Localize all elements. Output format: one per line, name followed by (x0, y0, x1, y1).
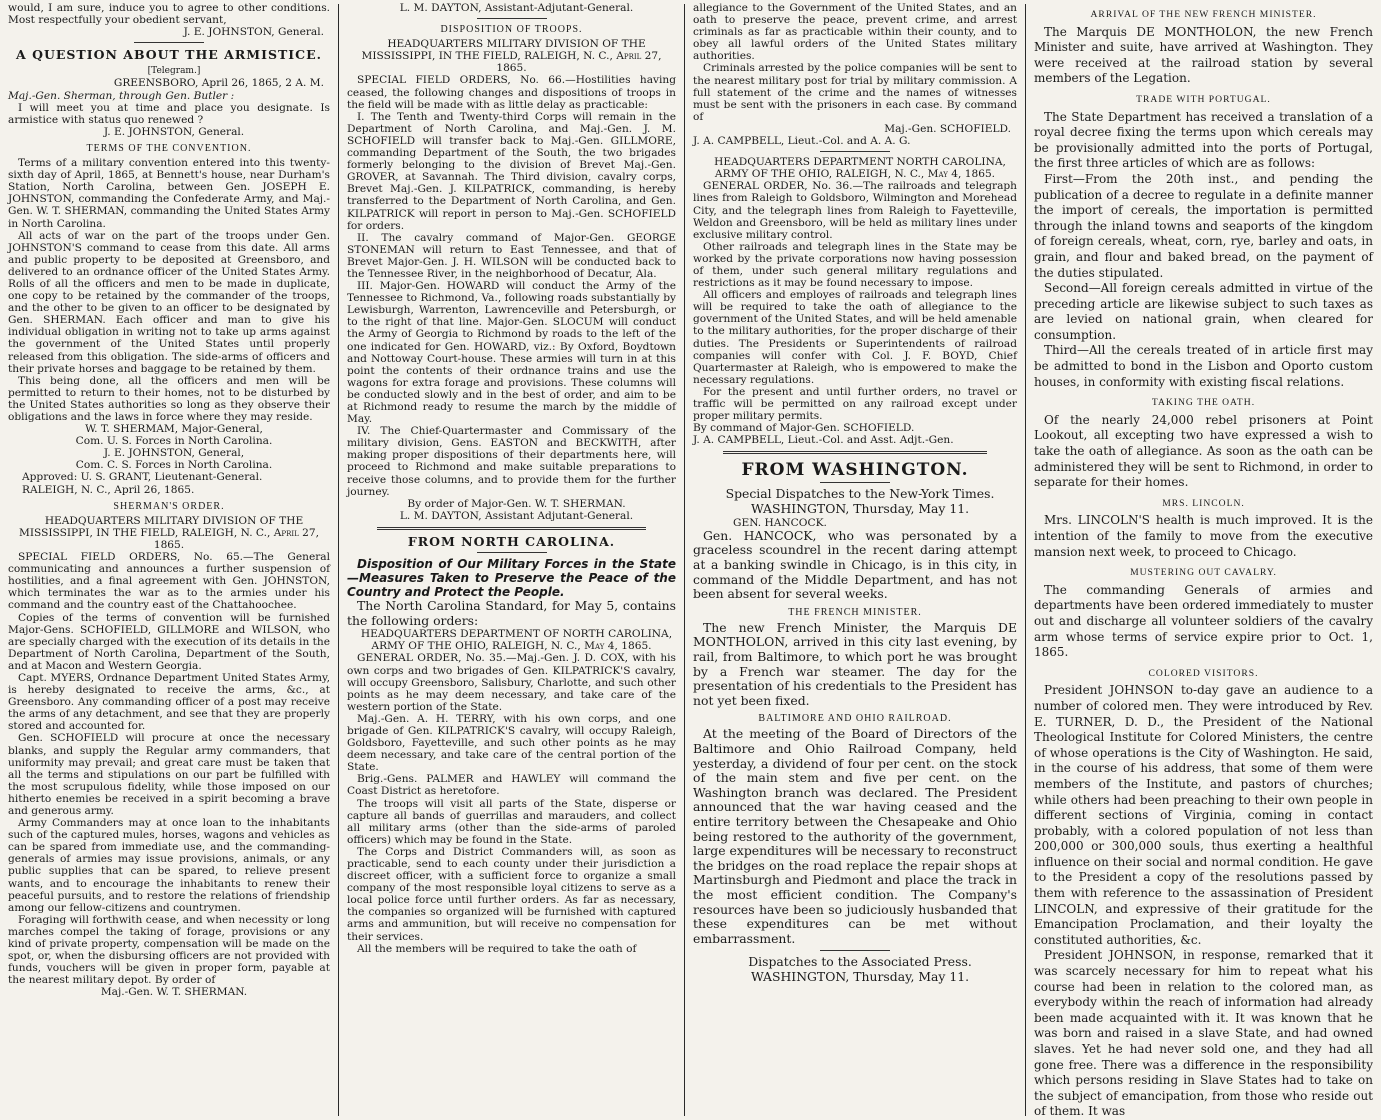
signature: L. M. DAYTON, Assistant Adjutant-General. (399, 509, 634, 522)
deck-headline: Disposition of Our Military Forces in the State—Measures Taken to Preserve the Peace of the Country and Protect the People. (347, 557, 676, 600)
signature: J. A. CAMPBELL, Lieut.-Col. and A. A. G. (693, 135, 911, 148)
headline: TAKING THE OATH. (1151, 397, 1256, 409)
paragraph: allegiance to the Government of the United States, and an oath to preserve the peace, prevent crime, and arrest criminals as far as practicable within their county, and to obey all lawful orders of the United States military authorities. (693, 2, 1017, 63)
headquarters-line: HEADQUARTERS DEPARTMENT NORTH CAROLINA, ARMY OF THE OHIO, RALEIGH, N. C., May 4, 1865. (714, 156, 1006, 181)
signature: W. T. SHERMAM, Major-General, (85, 423, 263, 436)
paragraph: Gen. SCHOFIELD will procure at once the necessary blanks, and supply the Regular army commanders, that uniformity may prevail; and great care must be taken that all the terms and stipulations on our part be fulfilled with the most scrupulous fidelity, while those imposed on our hitherto enemies be received in a spirit becoming a brave and generous army. (8, 732, 330, 817)
divider (477, 552, 547, 553)
paragraph: The State Department has received a translation of a royal decree fixing the terms upon which cereals may be provisionally admitted into the ports of Portugal, the first three articles of which are as follows: (1034, 109, 1373, 171)
paragraph: All officers and employes of railroads and telegraph lines will be required to take the oath of allegiance to the government of the United States, and will be held amenable to the military authorities, for the proper discharge of their duties. The Presidents or Superintendents of railroad companies will confer with Col. J. F. BOYD, Chief Quartermaster at Raleigh, who is empowered to make the necessary regulations. (693, 289, 1017, 386)
signature: L. M. DAYTON, Assistant-Adjutant-General. (399, 2, 634, 14)
paragraph: Gen. HANCOCK, who was personated by a graceless scoundrel in the recent daring attempt at a banking swindle in Chicago, is in this city, in command of the Middle Department, and has not been absent for several weeks. (693, 527, 1017, 602)
headline: DISPOSITION OF TROOPS. (440, 24, 583, 36)
paragraph: The commanding Generals of armies and departments have been ordered immediately to muster out and discharge all volunteer soldiers of the cavalry arm whose terms of service expire prior to Oct. 1, 1865. (1034, 582, 1373, 660)
paragraph: GENERAL ORDER, No. 35.—Maj.-Gen. J. D. COX, with his own corps and two brigades of Gen. KILPATRICK'S cavalry, will occupy Greensboro, Salisbury, Charlotte, and such other points as he may deem necessary, and take care of the western portion of the State. (347, 652, 676, 713)
headline: A QUESTION ABOUT THE ARMISTICE. (16, 47, 322, 63)
paragraph: Foraging will forthwith cease, and when necessity or long marches compel the taking of forage, provisions or any kind of private property, compensation will be made on the spot, or, when the disbursing officers are not provided with funds, vouchers will be given in proper form, payable at the nearest military depot. By order of (8, 913, 330, 987)
paragraph: Terms of a military convention entered into this twenty-sixth day of April, 1865, at Bennett's house, near Durham's Station, North Carolina, between Gen. JOSEPH E. JOHNSTON, commanding the Confederate Army, and Maj.-Gen. W. T. SHERMAN, commanding the United States Army in North Carolina. (8, 157, 330, 230)
paragraph: SPECIAL FIELD ORDERS, No. 65.—The General communicating and announces a further suspension of hostilities, and a final agreement with Gen. JOHNSTON, which terminates the war as to the armies under his command and the country east of the Chattahoochee. (8, 551, 330, 612)
paragraph: Brig.-Gens. PALMER and HAWLEY will command the Coast District as heretofore. (347, 773, 676, 798)
paragraph: First—From the 20th inst., and pending the publication of a decree to regulate in a definite manner the import of cereals, the importation is permitted through the inland towns and seaports of the kingdom of foreign cereals, wheat, corn, rye, barley and oats, in grain, and flour and baked bread, on the payment of the duties stipulated. (1034, 171, 1373, 280)
section-headline: FROM WASHINGTON. (741, 460, 969, 481)
divider (820, 950, 890, 951)
signature: Com. C. S. Forces in North Carolina. (75, 459, 273, 472)
headline: GEN. HANCOCK. (733, 516, 827, 529)
divider (723, 451, 987, 454)
paragraph: President JOHNSON, in response, remarked that it was scarcely necessary for him to repeat what his course had been in relation to the colored man, as everybody within the reach of information had already been made acquainted with it. It was known that he was born and raised in a slave State, and had owned slaves. Yet he had never sold one, and they had all gone free. There was a difference in the responsibility which persons residing in Slave States had to take on the subject of emancipation, from those who reside out of them. It was (1034, 948, 1373, 1119)
headline: COLORED VISITORS. (1148, 667, 1259, 679)
paragraph: Third—All the cereals treated of in article first may be admitted to bond in the Lisbon and Oporto custom houses, in conformity with existing fiscal relations. (1034, 343, 1373, 389)
paragraph: Other railroads and telegraph lines in the State may be worked by the private corporations now having possession of them, under such general military regulations and restrictions as it may be found necessary to impose. (693, 240, 1017, 290)
headquarters-line: HEADQUARTERS MILITARY DIVISION OF THE MISSISSIPPI, IN THE FIELD, RALEIGH, N. C., April 27, 1865. (361, 38, 662, 75)
headline: SHERMAN'S ORDER. (113, 500, 225, 512)
column-1 (0, 0, 338, 1120)
paragraph: Mrs. LINCOLN'S health is much improved. It is the intention of the family to move from the executive mansion next week, to proceed to Chicago. (1034, 513, 1373, 559)
divider (477, 18, 547, 19)
addressee: Maj.-Gen. Sherman, through Gen. Butler : (8, 89, 235, 102)
paragraph: All the members will be required to take the oath of (357, 942, 637, 955)
dateline: RALEIGH, N. C., April 26, 1865. (22, 483, 195, 496)
signature: Com. U. S. Forces in North Carolina. (75, 435, 273, 448)
telegram-label: [Telegram.] (147, 66, 201, 77)
paragraph: The new French Minister, the Marquis DE MONTHOLON, arrived in this city last evening, by rail, from Baltimore, to which port he was brought by a French war steamer. The day for the presentation of his credentials to the President has not yet been fixed. (693, 619, 1017, 708)
headline: ARRIVAL OF THE NEW FRENCH MINISTER. (1090, 9, 1317, 20)
column-4 (1026, 0, 1381, 1120)
paragraph: For the present and until further orders, no travel or traffic will be permitted on any railroad except under proper military permits. (693, 385, 1017, 423)
divider (134, 42, 204, 43)
paragraph: The troops will visit all parts of the State, disperse or capture all bands of guerrillas and marauders, and collect all military arms (other than the side-arms of paroled officers) which may be found in the State. (347, 797, 676, 846)
headquarters-line: HEADQUARTERS DEPARTMENT OF NORTH CAROLINA, ARMY OF THE OHIO, RALEIGH, N. C., May 4, 1865. (360, 628, 673, 653)
paragraph: The Marquis DE MONTHOLON, the new French Minister and suite, have arrived at Washington. They were received at the railroad station by several members of the Legation. (1034, 24, 1373, 86)
section-headline: FROM NORTH CAROLINA. (407, 533, 616, 549)
paragraph: GENERAL ORDER, No. 36.—The railroads and telegraph lines from Raleigh to Goldsboro, Wilmington and Morehead City, and the telegraph lines from Raleigh to Fayetteville, Weldon and Greensboro, will be held as military lines under exclusive military control. (693, 180, 1017, 241)
headline: MUSTERING OUT CAVALRY. (1130, 567, 1277, 579)
dateline: WASHINGTON, Thursday, May 11. (750, 501, 970, 517)
headline: THE FRENCH MINISTER. (788, 606, 922, 618)
divider (820, 151, 890, 152)
headline: MRS. LINCOLN. (1162, 497, 1245, 509)
column-2 (339, 0, 684, 1120)
paragraph: President JOHNSON to-day gave an audience to a number of colored men. They were introduced by Rev. E. TURNER, D. D., the President of the National Theological Institute for Colored Ministers, the centre of whose operations is the City of Washington. He said, in the course of his address, that some of them were members of the Institute, and pastors of churches; while others had been preaching to their own people in different sections of Virginia, coming in contact probably, with a colored population of not less than 200,000 or 300,000 souls, thus exerting a healthful influence on their social and normal condition. He gave to the President a copy of the resolutions passed by them with reference to the assassination of President LINCOLN, and expressive of their gratitude for the Emancipation Proclamation, and their loyalty the constituted authorities, &c. (1034, 683, 1373, 947)
signature: Approved: U. S. GRANT, Lieutenant-General. (22, 471, 263, 484)
paragraph: I will meet you at time and place you designate. Is armistice with status quo renewed ? (8, 101, 330, 126)
headline: TRADE WITH PORTUGAL. (1136, 93, 1271, 105)
paragraph: IV. The Chief-Quartermaster and Commissary of the military division, Gens. EASTON and BECKWITH, after making proper dispositions of their departments here, will proceed to Richmond and make suitable preparations to receive those columns, and to provide them for the further journey. (347, 425, 676, 498)
paragraph: Maj.-Gen. A. H. TERRY, with his own corps, and one brigade of Gen. KILPATRICK'S cavalry, will occupy Raleigh, Goldsboro, Fayetteville, and such other points as he may deem necessary, and take care of the central portion of the State. (347, 712, 676, 774)
paragraph: All acts of war on the part of the troops under Gen. JOHNSTON'S command to cease from this date. All arms and public property to be deposited at Greensboro, and delivered to an ordnance officer of the United States Army. Rolls of all the officers and men to be made in duplicate, one copy to be retained by the commander of the troops, and the other to be given to an officer to be designated by Gen. SHERMAN. Each officer and man to give his individual obligation in writing not to take up arms against the government of the United States until properly released from this obligation. The side-arms of officers and their private horses and baggage to be retained by them. (8, 229, 330, 375)
paragraph: Copies of the terms of convention will be furnished Major-Gens. SCHOFIELD, GILLMORE and WILSON, who are specially charged with the execution of its details in the Department of North Carolina, Department of the South, and at Macon and Western Georgia. (8, 611, 330, 672)
subheading: Dispatches to the Associated Press. (748, 954, 972, 970)
headline: TERMS OF THE CONVENTION. (86, 142, 252, 154)
column-3 (685, 0, 1025, 1120)
paragraph: Capt. MYERS, Ordnance Department United States Army, is hereby designated to receive the arms, &c., at Greensboro. Any commanding officer of a post may receive the arms of any detachment, and see that they are properly stored and accounted for. (8, 671, 330, 733)
paragraph: SPECIAL FIELD ORDERS, No. 66.—Hostilities having ceased, the following changes and dispositions of troops in the field will be made with as little delay as practicable: (347, 74, 676, 111)
headline: BALTIMORE AND OHIO RAILROAD. (758, 713, 952, 725)
dateline: GREENSBORO, April 26, 1865, 2 A. M. (113, 77, 324, 90)
paragraph: This being done, all the officers and men will be permitted to return to their homes, not to be disturbed by the United States authorities so long as they observe their obligations and the laws in force where they may reside. (8, 374, 330, 423)
signature: J. E. JOHNSTON, General. (103, 125, 245, 138)
signature: J. E. JOHNSTON, General, (103, 447, 245, 460)
paragraph: III. Major-Gen. HOWARD will conduct the Army of the Tennessee to Richmond, Va., following roads substantially by Lewisburgh, Warrenton, Lawrenceville and Petersburgh, or to the right of that line. Major-Gen. SLOCUM will conduct the Army of Georgia to Richmond by roads to the left of the one indicated for Gen. HOWARD, viz.: By Oxford, Boydtown and Nottoway Court-house. These armies will turn in at this point the contents of their ordnance trains and use the wagons for extra forage and provisions. These columns will be conducted slowly and in the best of order, and aim to be at Richmond ready to resume the march by the middle of May. (347, 280, 676, 426)
paragraph: At the meeting of the Board of Directors of the Baltimore and Ohio Railroad Company, held yesterday, a dividend of four per cent. on the stock of the main stem and five per cent. on the Washington branch was declared. The President announced that the war having ceased and the entire territory between the Chesapeake and Ohio being restored to the authority of the government, large expenditures will be necessary to reconstruct the bridges on the road replace the repair shops at Martinsburgh and Piedmont and place the track in the most efficient condition. The Company's resources have been so judiciously husbanded that these expenditures can be met without embarrassment. (693, 726, 1017, 946)
paragraph: Of the nearly 24,000 rebel prisoners at Point Lookout, all excepting two have expressed a wish to take the oath of allegiance. As soon as the oath can be administered they will be sent to Richmond, in order to separate for their homes. (1034, 412, 1373, 490)
paragraph: Second—All foreign cereals admitted in virtue of the preceding article are likewise subject to such taxes as are levied on national grain, when cleared for consumption. (1034, 281, 1373, 342)
paragraph: would, I am sure, induce you to agree to other conditions. Most respectfully your obedient servant, (8, 2, 330, 27)
signature: Maj.-Gen. SCHOFIELD. (884, 122, 1011, 135)
paragraph: II. The cavalry command of Major-Gen. GEORGE STONEMAN will return to East Tennessee, and that of Brevet Major-Gen. J. H. WILSON will be conducted back to the Tennessee River, in the neighborhood of Decatur, Ala. (347, 231, 676, 280)
dateline: WASHINGTON, Thursday, May 11. (750, 968, 970, 984)
signature: By command of Major-Gen. SCHOFIELD. (693, 422, 915, 435)
paragraph: Criminals arrested by the police companies will be sent to the nearest military post for trial by military commission. A full statement of the crime and the names of witnesses must be sent with the prisoners in each case. By command of (693, 62, 1017, 123)
divider (377, 527, 646, 530)
signature: J. E. JOHNSTON, General. (183, 26, 324, 39)
divider (820, 482, 890, 483)
paragraph: I. The Tenth and Twenty-third Corps will remain in the Department of North Carolina, and Maj.-Gen. J. M. SCHOFIELD will transfer back to Maj.-Gen. GILLMORE, commanding Department of the South, the two brigades formerly belonging to the division of Brevet Maj.-Gen. GROVER, at Savannah. The Third division, cavalry corps, Brevet Maj.-Gen. J. KILPATRICK, commanding, is hereby transferred to the Department of North Carolina, and Gen. KILPATRICK will report in person to Maj.-Gen. SCHOFIELD for orders. (347, 110, 676, 232)
subheading: Special Dispatches to the New-York Times. (725, 486, 995, 502)
headquarters-line: HEADQUARTERS MILITARY DIVISION OF THE MISSISSIPPI, IN THE FIELD, RALEIGH, N. C., April 27, 1865. (18, 514, 320, 551)
signature: By order of Major-Gen. W. T. SHERMAN. (407, 497, 626, 510)
signature: Maj.-Gen. W. T. SHERMAN. (100, 986, 248, 999)
paragraph: The Corps and District Commanders will, as soon as practicable, send to each county under their jurisdiction a discreet officer, with a sufficient force to organize a small company of the most responsible loyal citizens to serve as a local police force until further orders. As far as necessary, the companies so organized will be furnished with captured arms and ammunition, but will receive no compensation for their services. (347, 845, 676, 943)
signature: J. A. CAMPBELL, Lieut.-Col. and Asst. Adjt.-Gen. (693, 434, 954, 447)
paragraph: Army Commanders may at once loan to the inhabitants such of the captured mules, horses, wagons and vehicles as can be spared from immediate use, and the commanding-generals of armies may issue provisions, animals, or any public supplies that can be spared, to relieve present wants, and to encourage the inhabitants to renew their peaceful pursuits, and to restore the relations of friendship among our fellow-citizens and countrymen. (8, 817, 330, 914)
paragraph: The North Carolina Standard, for May 5, contains the following orders: (347, 598, 676, 628)
